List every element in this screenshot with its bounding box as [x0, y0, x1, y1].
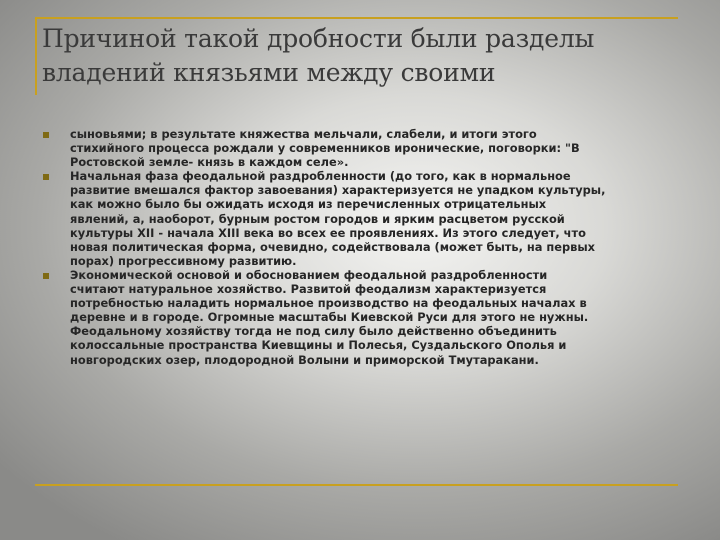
bullet-text: Начальная фаза феодальной раздробленности (до того, как в нормальное развитие вмешался фактор завоевания) характеризуется не упадком культуры, как можно было бы ожидать исходя из перечисленных отрицательных явлений, а, наоборот, бурным ростом городов и ярким расцветом русской культуры XII - начала XIII века во всех ее проявлениях. Из этого следует, что новая политическая форма, очевидно, содействовала (может быть, на первых порах) прогрессивному развитию. [70, 169, 606, 268]
bullet-list [40, 127, 674, 367]
square-bullet-icon [43, 273, 49, 279]
bullet-text: сыновьями; в результате княжества мельчали, слабели, и итоги этого стихийного процесса рождали у современников иронические, поговорки: "В Ростовской земле- князь в каждом селе». [70, 127, 580, 170]
left-border-line [35, 17, 37, 95]
square-bullet-icon [43, 132, 49, 138]
slide-title: Причиной такой дробности были разделы владений князьями между своими [42, 24, 595, 87]
bullet-item [40, 127, 674, 169]
top-border-line [35, 17, 678, 19]
bottom-border-line [35, 484, 678, 486]
bullet-text: Экономической основой и обоснованием феодальной раздробленности считают натуральное хозяйство. Развитой феодализм характеризуется потребностью наладить нормальное производство на феодальных началах в деревне и в городе. Огромные масштабы Киевской Руси для этого не нужны. Феодальному хозяйству тогда не под силу было действенно объединить колоссальные пространства Киевщины и Полесья, Суздальского Ополья и новгородских озер, плодородной Волыни и приморской Тмутаракани. [70, 267, 589, 367]
square-bullet-icon [43, 174, 49, 180]
bullet-item [40, 169, 674, 268]
bullet-item [40, 268, 674, 367]
